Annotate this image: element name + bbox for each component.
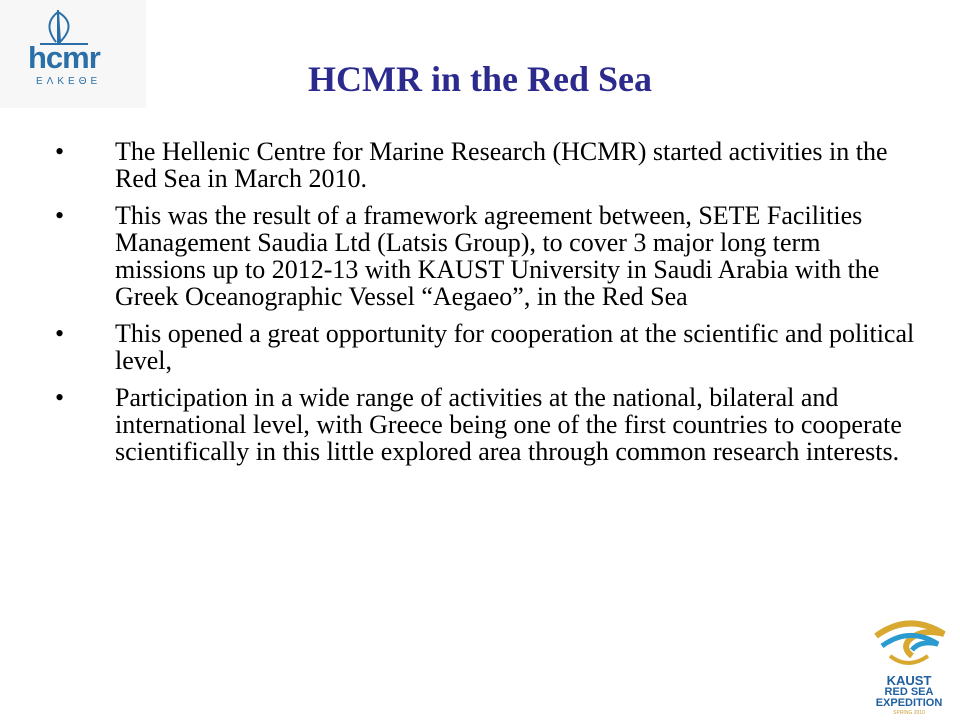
bullet-item (55, 202, 915, 310)
bullet-list (55, 138, 915, 475)
kaust-subtext: RED SEA (884, 686, 934, 698)
bullet-marker: • (55, 201, 65, 230)
bullet-text: The Hellenic Centre for Marine Research (HCMR) started activities in the Red Sea in March 2010. (115, 137, 888, 193)
bullet-marker: • (55, 137, 65, 166)
bullet-text: Participation in a wide range of activities at the national, bilateral and international level, with Greece being one of the first countries to cooperate scientifically in this little explored area through common research interests. (115, 383, 902, 466)
hcmr-logo-text: hcmr (28, 40, 100, 75)
kaust-date-text: SPRING 2010 (893, 710, 925, 716)
bullet-item (55, 138, 915, 192)
hcmr-logo-greek-text: ΕΛΚΕΘΕ (36, 76, 102, 87)
slide-title: HCMR in the Red Sea (308, 59, 652, 99)
kaust-expedition-logo (862, 616, 956, 716)
kaust-subtext: EXPEDITION (875, 697, 943, 709)
kaust-text: KAUST (886, 673, 932, 688)
bullet-marker: • (55, 383, 65, 412)
bullet-text: This opened a great opportunity for cooperation at the scientific and political level, (115, 319, 915, 375)
bullet-item (55, 384, 915, 465)
bullet-item (55, 320, 915, 374)
hcmr-logo (0, 0, 146, 108)
kaust-swirl-icon (862, 616, 956, 676)
bullet-text: This was the result of a framework agreement between, SETE Facilities Management Saudia Ltd (Latsis Group), to cover 3 major long term missions up to 2012-13 with KAUST University in Saudi Arabia with the Greek Oceanographic Vessel “Aegaeo”, in the Red Sea (115, 201, 880, 311)
bullet-marker: • (55, 319, 65, 348)
